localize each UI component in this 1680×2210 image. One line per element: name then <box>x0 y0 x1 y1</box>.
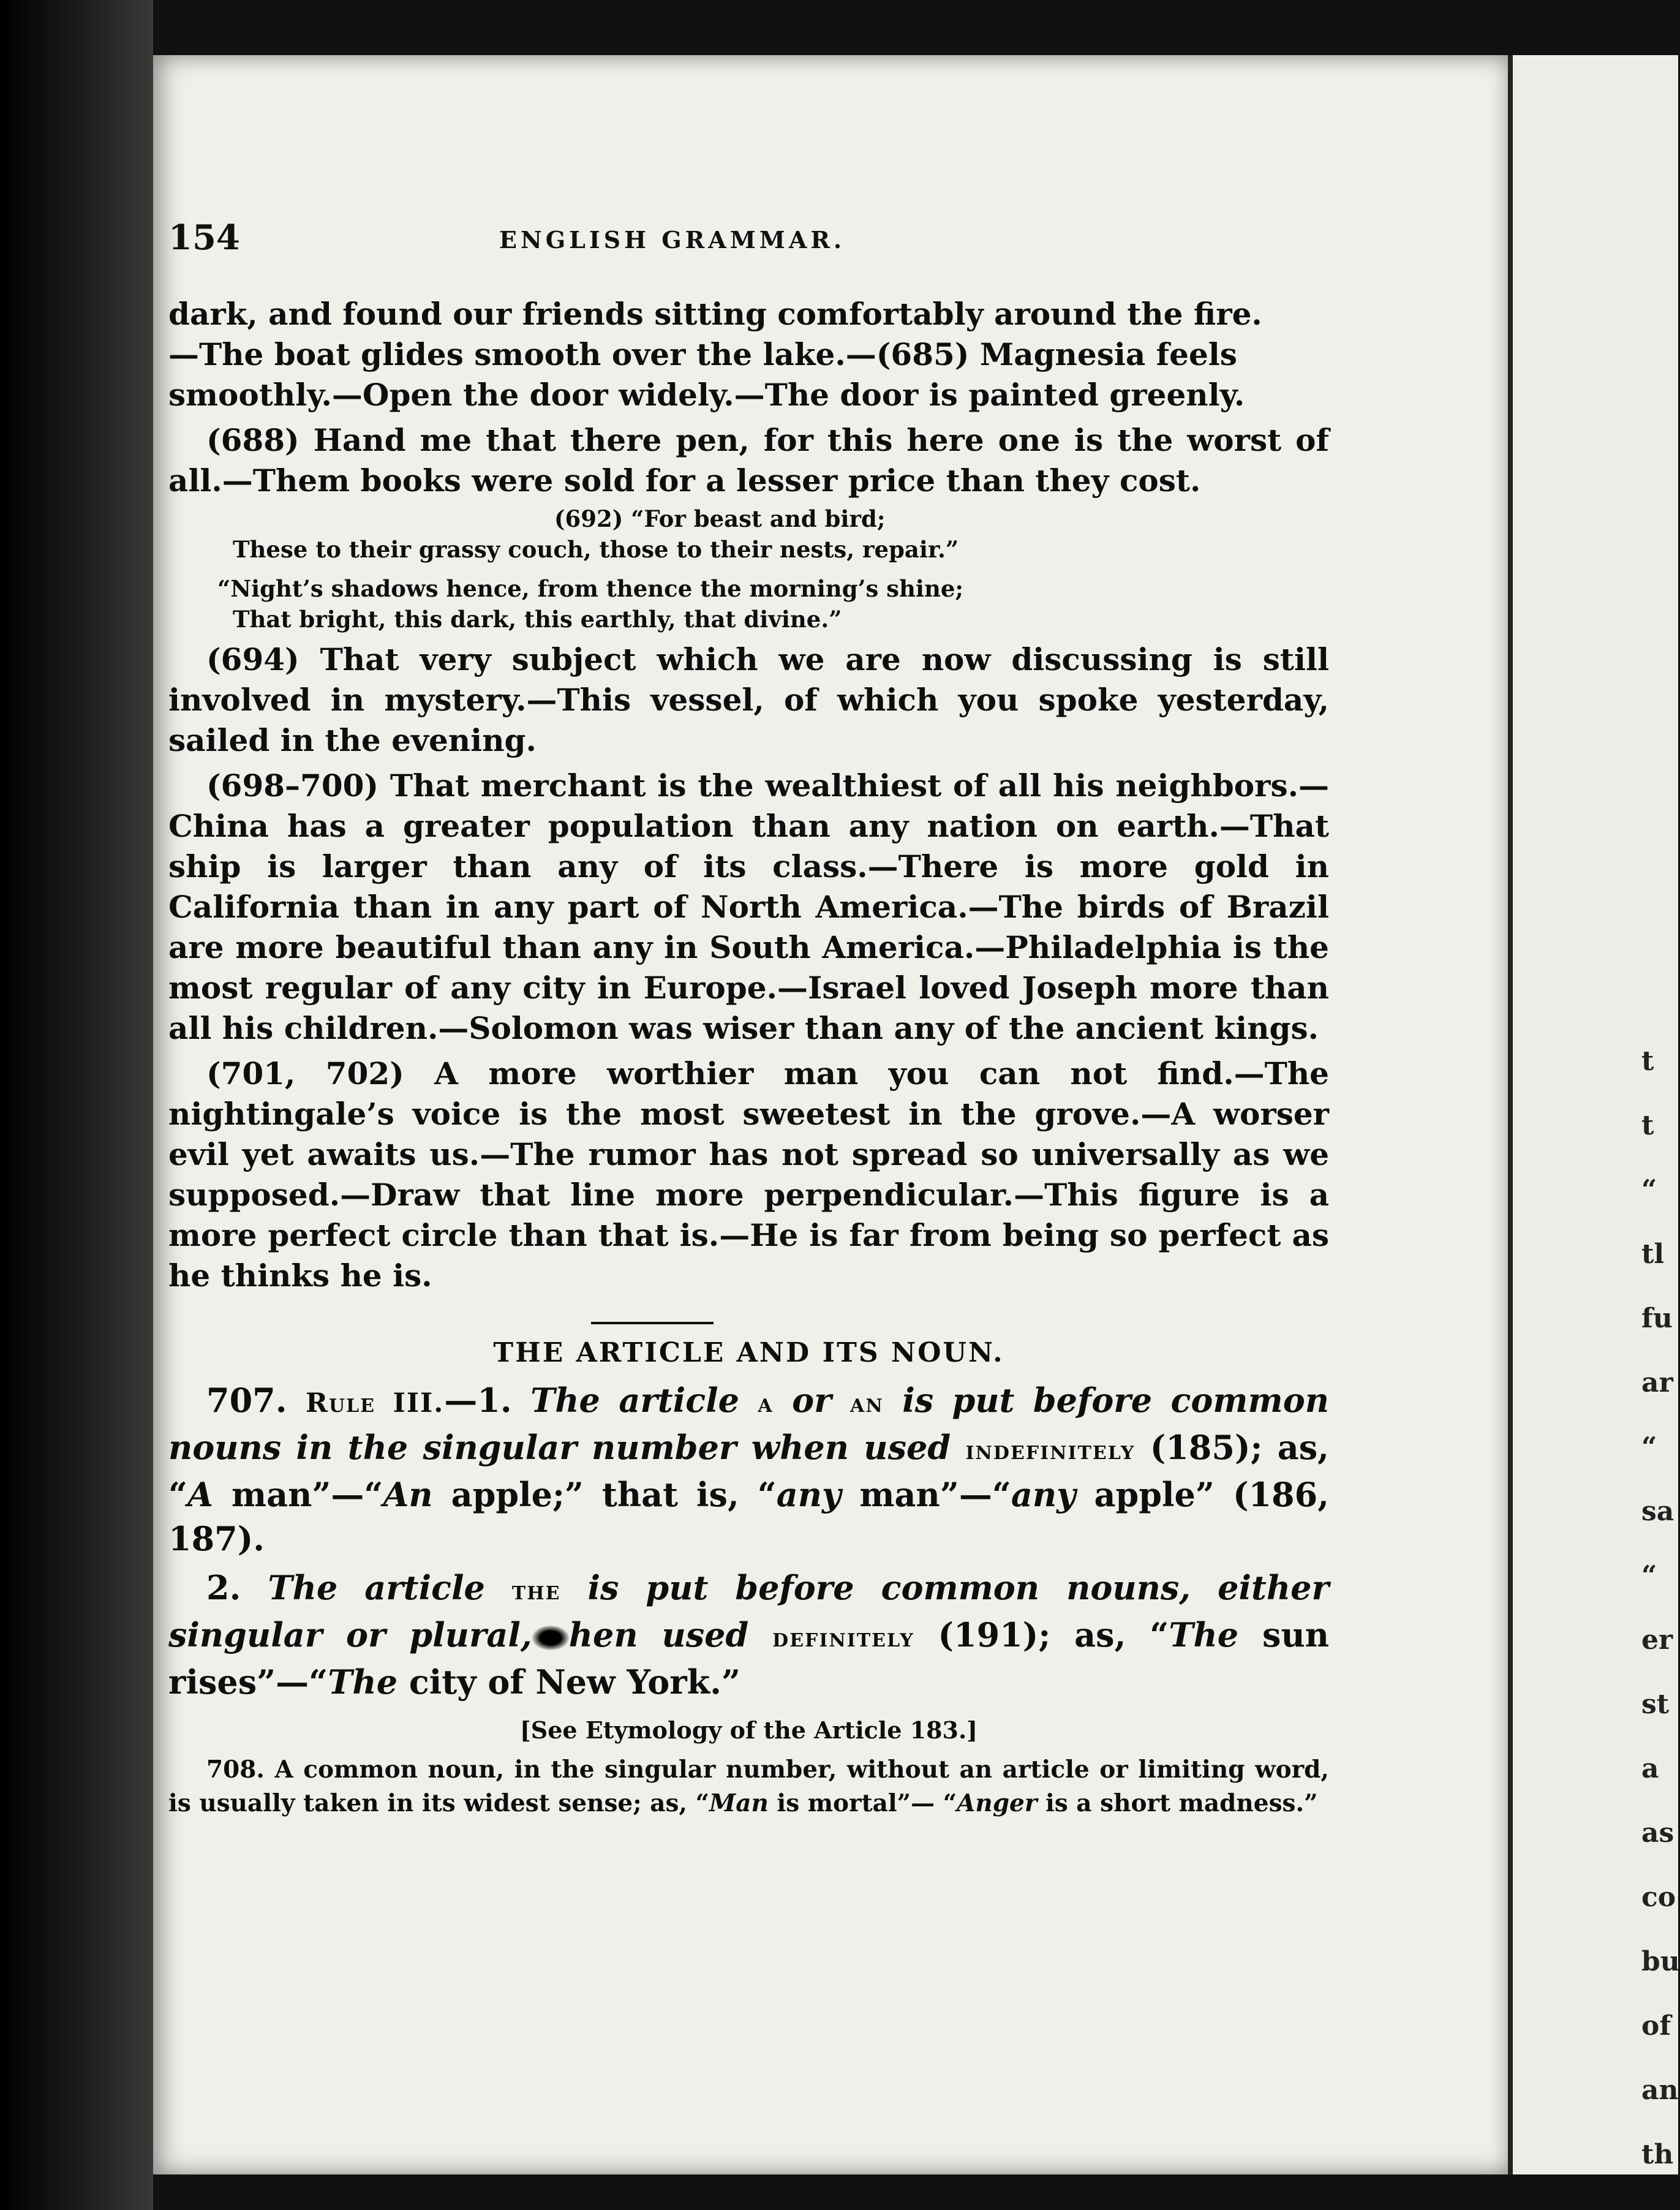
etymology-reference: [See Etymology of the Article 183.] <box>519 1716 978 1744</box>
rule-example: A <box>187 1475 213 1514</box>
rule-text: (191); as, “ <box>938 1615 1169 1654</box>
rule-text: apple” (186, 187). <box>168 1475 1330 1558</box>
rule-text: is put before common nouns, either singular or plural, <box>168 1568 1329 1654</box>
paragraph-694: (694) That very subject which we are now discussing is still involved in mystery.—This vessel, of which you spoke yesterday, sailed in the evening. <box>168 641 1329 758</box>
rule-707-part-1 <box>168 1378 1329 1561</box>
rule-text: The article <box>268 1568 485 1607</box>
rule-text: an <box>850 1387 884 1419</box>
verse-quotation <box>168 503 1329 635</box>
note-text: is a short madness.” <box>1037 1789 1318 1817</box>
page-number: 154 <box>168 217 240 258</box>
paragraph-701: (701, 702) A more worthier man you can not find.—The nightingale’s voice is the most sweetest in the grove.—A worser evil yet awaits us.—The rumor has not spread so universally as we supposed.—Draw that line more perpendicular.—This figure is a more perfect circle than that is.—He is far from being so perfect as he thinks he is. <box>168 1055 1329 1294</box>
verse-line: That bright, this dark, this earthly, that divine.” <box>233 606 842 633</box>
scan-border-left <box>0 0 153 2210</box>
rule-label: Rule III. <box>305 1387 445 1419</box>
rule-example: any <box>1011 1475 1076 1514</box>
rule-text: a <box>758 1387 774 1419</box>
rule-text: the <box>511 1575 561 1606</box>
rule-example: An <box>383 1475 433 1514</box>
rule-text: —1. <box>444 1381 512 1420</box>
verse-line: These to their grassy couch, those to their nests, repair.” <box>233 536 959 563</box>
running-head <box>168 217 1329 266</box>
section-heading: THE ARTICLE AND ITS NOUN. <box>493 1337 1004 1368</box>
page-header-title: ENGLISH GRAMMAR. <box>499 226 846 254</box>
rule-example: The <box>1169 1615 1239 1654</box>
rule-text: 2. <box>206 1568 241 1607</box>
rule-text: or <box>792 1381 832 1420</box>
rule-text: man”—“ <box>841 1475 1011 1514</box>
note-example: Anger <box>957 1789 1038 1817</box>
rule-text: city of New York.” <box>397 1662 741 1702</box>
rule-text: indefinitely <box>965 1435 1136 1466</box>
rule-example: The <box>328 1662 398 1702</box>
note-example: Man <box>709 1789 769 1817</box>
rule-text: (185); as, “ <box>168 1428 1329 1514</box>
verse-line: (692) “For beast and bird; <box>554 505 886 532</box>
ink-smudge <box>532 1626 569 1650</box>
rule-text: The article <box>530 1381 739 1420</box>
note-text: is mortal”— “ <box>768 1789 957 1817</box>
note-text: 708. A common noun, in the singular number, without an article or limiting word, is usually taken in its widest sense; as, “ <box>168 1756 1329 1817</box>
note-708 <box>168 1753 1329 1820</box>
rule-text: definitely <box>772 1622 914 1653</box>
rule-text: is put before common nouns in the singular number when used <box>168 1381 1329 1467</box>
rule-text: man”—“ <box>213 1475 383 1514</box>
paragraph-698: (698–700) That merchant is the wealthiest of all his neighbors.—China has a greater population than any nation on earth.—That ship is larger than any of its class.—There is more gold in California than in any part of North America.—The birds of Brazil are more beautiful than any in South America.—Philadelphia is the most regular of any city in Europe.—Israel loved Joseph more than all his children.—Solomon was wiser than any of the ancient kings. <box>168 767 1329 1046</box>
facing-page-fragments: t t “ tl fu ar “ sa “ er st a as co bu of an th <box>1641 1046 1680 2170</box>
rule-number: 707. <box>206 1381 287 1420</box>
rule-707-part-2 <box>168 1566 1329 1704</box>
intro-line: —The boat glides smooth over the lake.—(685) Magnesia feels <box>168 336 1237 372</box>
rule-text: hen used <box>568 1615 749 1654</box>
intro-line: smoothly.—Open the door widely.—The door is painted greenly. <box>168 377 1245 413</box>
section-divider <box>591 1322 714 1324</box>
paragraph-688: (688) Hand me that there pen, for this here one is the worst of all.—Them books were sold for a lesser price than they cost. <box>168 422 1329 499</box>
rule-example: any <box>776 1475 842 1514</box>
intro-line: dark, and found our friends sitting comfortably around the fire. <box>168 296 1262 332</box>
rule-text: sun rises”—“ <box>168 1615 1329 1702</box>
rule-text: apple;” that is, “ <box>432 1475 777 1514</box>
verse-line: “Night’s shadows hence, from thence the morning’s shine; <box>217 575 964 602</box>
page-body <box>168 294 1329 1820</box>
